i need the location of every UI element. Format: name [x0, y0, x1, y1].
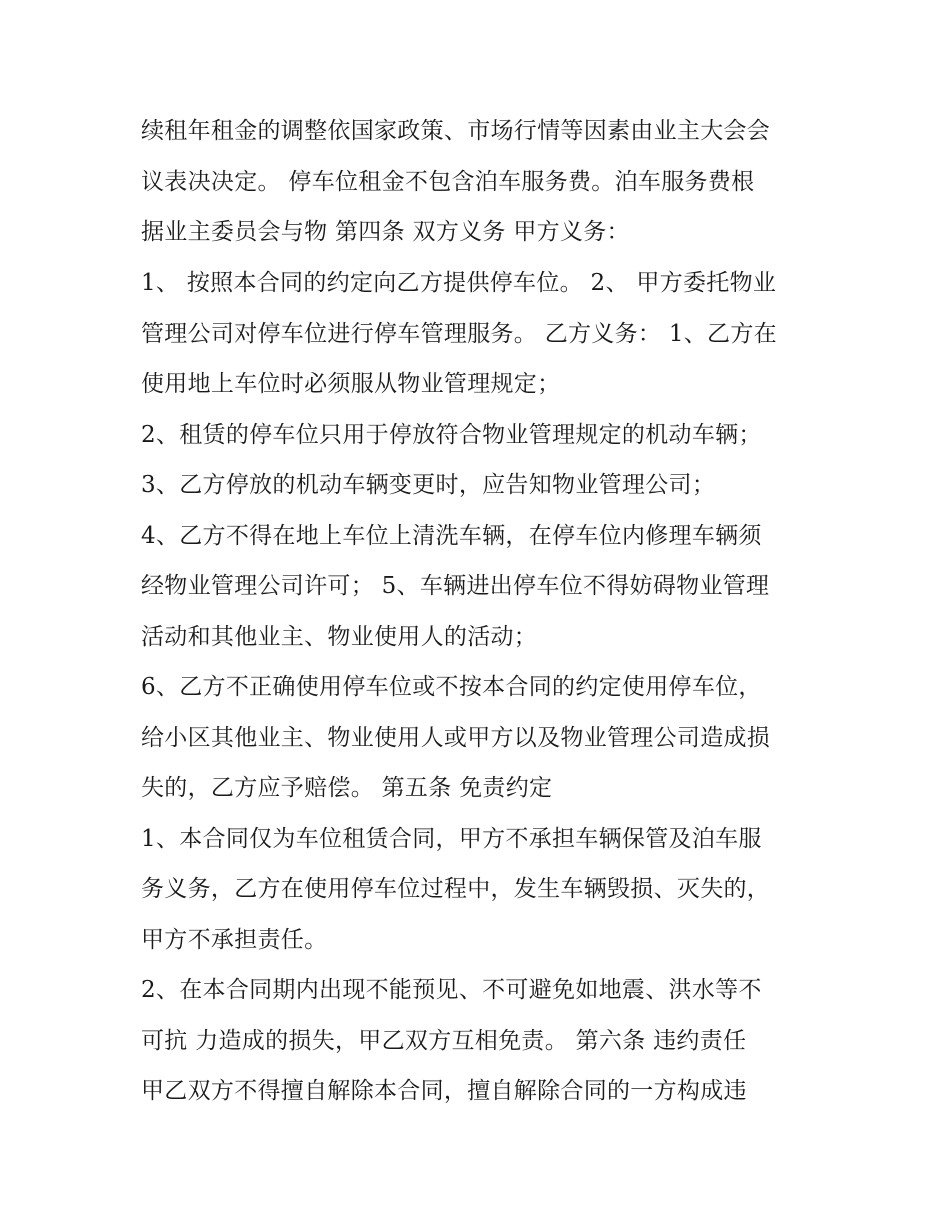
text-line: 管理公司对停车位进行停车管理服务。 乙方义务： 1、乙方在 [141, 321, 777, 347]
text-line: 3、乙方停放的机动车辆变更时，应告知物业管理公司； [141, 472, 716, 498]
text-line: 据业主委员会与物 第四条 双方义务 甲方义务： [141, 219, 630, 245]
text-line: 甲方不承担责任。 [141, 927, 328, 953]
text-line: 使用地上车位时必须服从物业管理规定； [141, 371, 561, 397]
text-line: 2、租赁的停车位只用于停放符合物业管理规定的机动车辆； [141, 422, 762, 448]
text-line: 6、乙方不正确使用停车位或不按本合同的约定使用停车位， [141, 674, 762, 700]
text-line: 甲乙双方不得擅自解除本合同，擅自解除合同的一方构成违 [141, 1078, 747, 1104]
text-line: 2、在本合同期内出现不能预见、不可避免如地震、洪水等不 [141, 977, 762, 1003]
text-line: 续租年租金的调整依国家政策、市场行情等因素由业主大会会 [141, 118, 771, 144]
text-line: 议表决决定。 停车位租金不包含泊车服务费。泊车服务费根 [141, 169, 755, 195]
text-line: 失的，乙方应予赔偿。 第五条 免责约定 [141, 775, 553, 801]
text-line: 1、本合同仅为车位租赁合同，甲方不承担车辆保管及泊车服 [141, 826, 762, 852]
text-line: 经物业管理公司许可； 5、车辆进出停车位不得妨碍物业管理 [141, 573, 770, 599]
text-line: 4、乙方不得在地上车位上清洗车辆，在停车位内修理车辆须 [141, 523, 762, 549]
text-line: 1、 按照本合同的约定向乙方提供停车位。 2、 甲方委托物业 [141, 270, 777, 296]
text-line: 给小区其他业主、物业使用人或甲方以及物业管理公司造成损 [141, 725, 771, 751]
text-line: 务义务，乙方在使用停车位过程中，发生车辆毁损、灭失的， [141, 876, 771, 902]
text-line: 可抗 力造成的损失，甲乙双方互相免责。 第六条 违约责任 [141, 1028, 747, 1054]
text-line: 活动和其他业主、物业使用人的活动； [141, 624, 538, 650]
